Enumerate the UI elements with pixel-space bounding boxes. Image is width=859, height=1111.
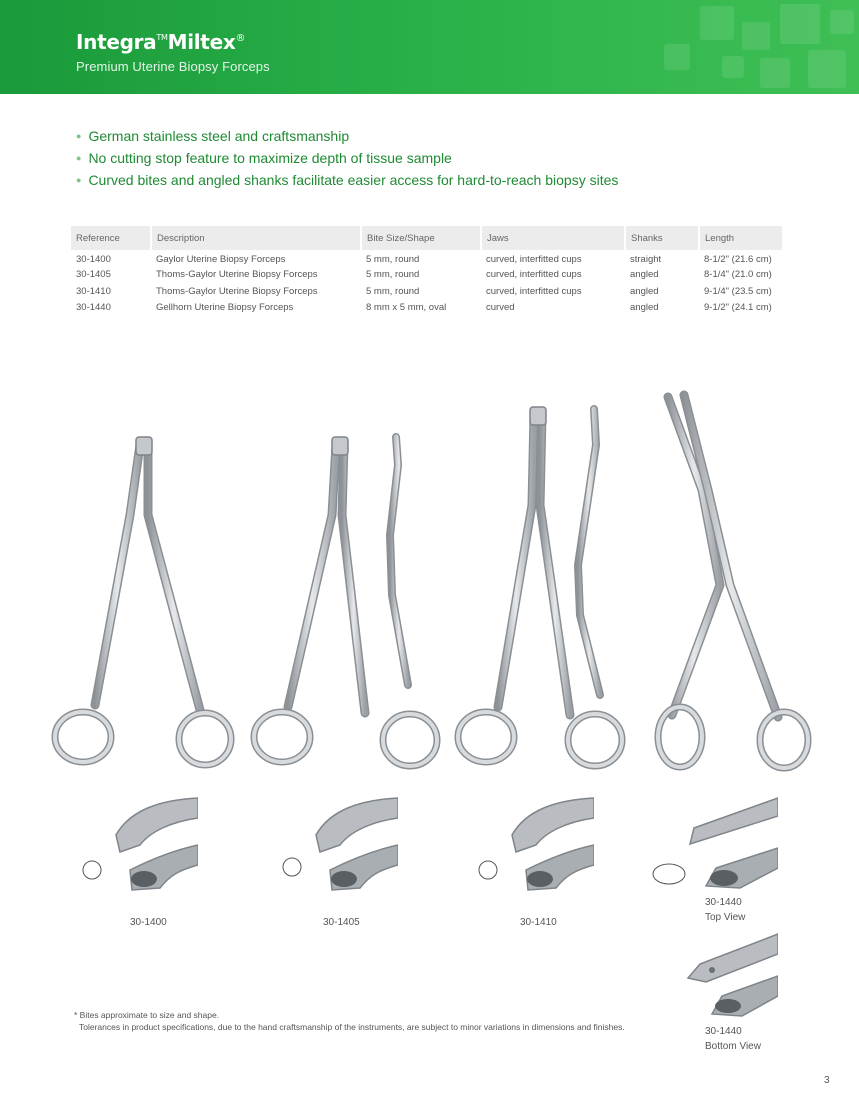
feature-item: ● German stainless steel and craftsmanship — [76, 128, 350, 144]
decorative-square — [742, 22, 770, 50]
page-number: 3 — [824, 1075, 830, 1086]
decorative-square — [830, 10, 854, 34]
cell-bite-size: 8 mm x 5 mm, oval — [366, 302, 447, 314]
brand-second: Miltex — [167, 30, 236, 54]
detail-code: 30-1405 — [323, 917, 360, 928]
col-jaws: Jaws — [481, 226, 625, 250]
cell-length: 9-1/4" (23.5 cm) — [704, 285, 772, 297]
cell-reference: 30-1405 — [76, 269, 111, 281]
bullet-icon: ● — [76, 153, 82, 163]
instrument-illustrations — [40, 385, 830, 780]
brand-name — [76, 30, 245, 54]
cell-jaws: curved, interfitted cups — [486, 254, 582, 266]
cell-shanks: angled — [630, 285, 659, 297]
table-row — [71, 250, 783, 267]
detail-30-1410-image — [476, 790, 594, 895]
detail-code: 30-1440 — [705, 1026, 742, 1037]
cell-jaws: curved, interfitted cups — [486, 285, 582, 297]
spec-table — [71, 226, 784, 316]
cell-length: 8-1/2" (21.6 cm) — [704, 254, 772, 266]
footnote — [74, 1009, 625, 1033]
cell-shanks: angled — [630, 302, 659, 314]
registered-mark: ® — [235, 33, 246, 44]
bullet-icon: ● — [76, 175, 82, 185]
trademark-mark: TM — [156, 33, 168, 42]
cell-description: Gaylor Uterine Biopsy Forceps — [156, 254, 286, 266]
cell-jaws: curved — [486, 302, 515, 314]
detail-30-1405-image — [280, 790, 398, 895]
bullet-icon: ● — [76, 131, 82, 141]
cell-jaws: curved, interfitted cups — [486, 269, 582, 281]
forceps-30-1440-image — [658, 395, 808, 768]
cell-shanks: angled — [630, 269, 659, 281]
detail-30-1400-image — [80, 790, 198, 895]
col-shanks: Shanks — [625, 226, 699, 250]
header-banner — [0, 0, 859, 94]
table-header-row — [71, 226, 783, 250]
detail-code: 30-1410 — [520, 917, 557, 928]
cell-length: 8-1/4" (21.0 cm) — [704, 269, 772, 281]
cell-length: 9-1/2" (24.1 cm) — [704, 302, 772, 314]
feature-list — [76, 125, 618, 191]
cell-description: Thoms-Gaylor Uterine Biopsy Forceps — [156, 269, 318, 281]
footnote-line: Tolerances in product specifications, due to the hand craftsmanship of the instruments, are subject to minor variations in dimensions and finishes. — [79, 1022, 625, 1032]
detail-30-1440-bottom-view-image — [676, 928, 778, 1020]
cell-bite-size: 5 mm, round — [366, 285, 420, 297]
decorative-square — [700, 6, 734, 40]
col-bite-size: Bite Size/Shape — [361, 226, 481, 250]
forceps-30-1400-image — [55, 437, 231, 765]
brand-first: Integra — [76, 30, 157, 54]
decorative-square — [808, 50, 846, 88]
feature-item: ● Curved bites and angled shanks facilitate easier access for hard-to-reach biopsy sites — [76, 172, 619, 188]
footnote-line: * Bites approximate to size and shape. — [74, 1010, 220, 1020]
col-length: Length — [699, 226, 783, 250]
detail-view-label: Top View — [705, 912, 746, 923]
detail-view-label: Bottom View — [705, 1041, 761, 1052]
cell-bite-size: 5 mm, round — [366, 269, 420, 281]
col-reference: Reference — [71, 226, 151, 250]
feature-item: ● No cutting stop feature to maximize depth of tissue sample — [76, 150, 452, 166]
cell-bite-size: 5 mm, round — [366, 254, 420, 266]
forceps-30-1405-image — [254, 437, 437, 766]
forceps-30-1410-image — [458, 407, 622, 766]
table-row — [71, 283, 783, 300]
col-description: Description — [151, 226, 361, 250]
decorative-square — [760, 58, 790, 88]
detail-code: 30-1440 — [705, 897, 742, 908]
cell-description: Thoms-Gaylor Uterine Biopsy Forceps — [156, 285, 318, 297]
cell-shanks: straight — [630, 254, 662, 266]
table-row — [71, 267, 783, 284]
cell-description: Gellhorn Uterine Biopsy Forceps — [156, 302, 294, 314]
cell-reference: 30-1440 — [76, 302, 111, 314]
decorative-square — [722, 56, 744, 78]
cell-reference: 30-1410 — [76, 285, 111, 297]
detail-code: 30-1400 — [130, 917, 167, 928]
cell-reference: 30-1400 — [76, 254, 111, 266]
table-row — [71, 300, 783, 317]
decorative-square — [780, 4, 820, 44]
page-subtitle: Premium Uterine Biopsy Forceps — [76, 59, 270, 74]
decorative-square — [664, 44, 690, 70]
detail-30-1440-top-view-image — [650, 794, 778, 894]
